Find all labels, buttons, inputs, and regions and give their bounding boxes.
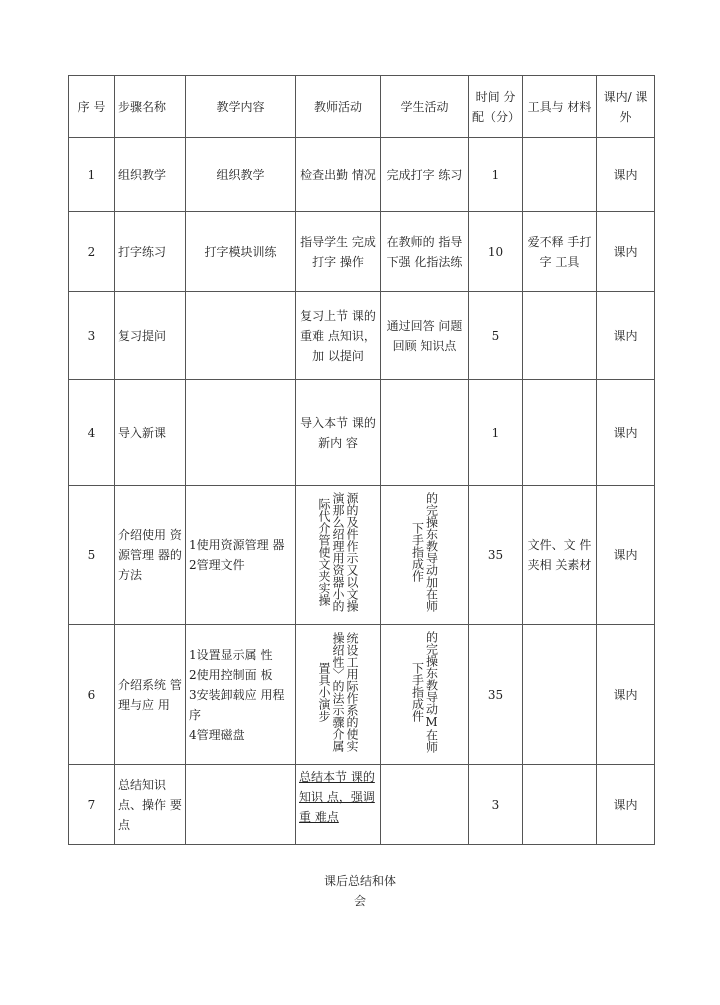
table-row — [69, 138, 655, 212]
cell-content: 组织教学 — [186, 138, 296, 212]
cell-teacher: 复习上节 课的重难 点知识，加 以提问 — [296, 292, 381, 380]
cell-student: 在教师的 指导下强 化指法练 — [381, 212, 469, 292]
cell-time: 1 — [469, 138, 523, 212]
cell-seq: 2 — [69, 212, 115, 292]
cell-tools — [523, 138, 597, 212]
cell-tools — [523, 292, 597, 380]
cell-student — [381, 765, 469, 845]
cell-content — [186, 765, 296, 845]
cell-seq: 3 — [69, 292, 115, 380]
cell-teacher: 源的及件作示又以文操演那么绍理用资器小的际代介管使文夹实操 — [317, 492, 359, 612]
header-step: 步骤名称 — [115, 76, 186, 138]
table-row — [69, 486, 655, 625]
cell-teacher: 指导学生 完成打字 操作 — [296, 212, 381, 292]
cell-time: 10 — [469, 212, 523, 292]
header-time: 时间 分配（分） — [469, 76, 523, 138]
header-seq: 序 号 — [69, 76, 115, 138]
lesson-plan-table — [68, 75, 655, 845]
cell-student: 的完操东教导动M在师下手指成件 — [410, 630, 439, 753]
cell-inout: 课内 — [597, 380, 655, 486]
cell-student: 通过回答 问题回顾 知识点 — [381, 292, 469, 380]
header-inout: 课内/ 课外 — [597, 76, 655, 138]
cell-tools: 文件、文 件夹相 关素材 — [523, 486, 597, 625]
cell-time: 1 — [469, 380, 523, 486]
cell-inout: 课内 — [597, 292, 655, 380]
cell-content: 打字模块训练 — [186, 212, 296, 292]
cell-seq: 5 — [69, 486, 115, 625]
cell-step: 打字练习 — [115, 212, 186, 292]
cell-step: 复习提问 — [115, 292, 186, 380]
cell-tools: 爱不释 手打字 工具 — [523, 212, 597, 292]
cell-student: 的完操东教导动加在师下手指成作 — [410, 492, 439, 612]
footer-line-1: 课后总结和体 — [323, 874, 396, 888]
cell-inout: 课内 — [597, 625, 655, 765]
table-row — [69, 765, 655, 845]
table-row — [69, 625, 655, 765]
header-student: 学生活动 — [381, 76, 469, 138]
cell-step: 介绍使用 资源管理 器的方法 — [115, 486, 186, 625]
cell-seq: 4 — [69, 380, 115, 486]
cell-time: 35 — [469, 625, 523, 765]
header-tools: 工具与 材料 — [523, 76, 597, 138]
cell-step: 导入新课 — [115, 380, 186, 486]
cell-teacher: 导入本节 课的新内 容 — [296, 380, 381, 486]
cell-student — [381, 380, 469, 486]
cell-inout: 课内 — [597, 138, 655, 212]
header-teacher: 教师活动 — [296, 76, 381, 138]
header-row — [69, 76, 655, 138]
cell-time: 35 — [469, 486, 523, 625]
cell-step: 介绍系统 管理与应 用 — [115, 625, 186, 765]
cell-inout: 课内 — [597, 765, 655, 845]
cell-teacher: 检查出勤 情况 — [296, 138, 381, 212]
footer-note — [0, 871, 720, 911]
cell-content — [186, 292, 296, 380]
cell-time: 5 — [469, 292, 523, 380]
table-row — [69, 212, 655, 292]
header-content: 教学内容 — [186, 76, 296, 138]
cell-time: 3 — [469, 765, 523, 845]
cell-seq: 7 — [69, 765, 115, 845]
cell-seq: 1 — [69, 138, 115, 212]
cell-inout: 课内 — [597, 486, 655, 625]
cell-step: 总结知识 点、操作 要点 — [115, 765, 186, 845]
cell-inout: 课内 — [597, 212, 655, 292]
cell-content — [186, 380, 296, 486]
cell-student: 完成打字 练习 — [381, 138, 469, 212]
cell-content: 1设置显示属 性 2使用控制面 板 3安装卸载应 用程序 4管理磁盘 — [186, 625, 296, 765]
footer-line-2: 会 — [353, 894, 366, 908]
cell-tools — [523, 380, 597, 486]
cell-content: 1使用资源管理 器 2管理文件 — [186, 486, 296, 625]
cell-teacher: 总结本节 课的知识 点，强调重 难点 — [296, 765, 381, 845]
cell-tools — [523, 765, 597, 845]
table-row — [69, 292, 655, 380]
cell-tools — [523, 625, 597, 765]
cell-step: 组织教学 — [115, 138, 186, 212]
table-row — [69, 380, 655, 486]
cell-teacher: 统设工用际作系的使实操绍性〉的法示骤介属置具小演步 — [317, 631, 359, 752]
cell-seq: 6 — [69, 625, 115, 765]
